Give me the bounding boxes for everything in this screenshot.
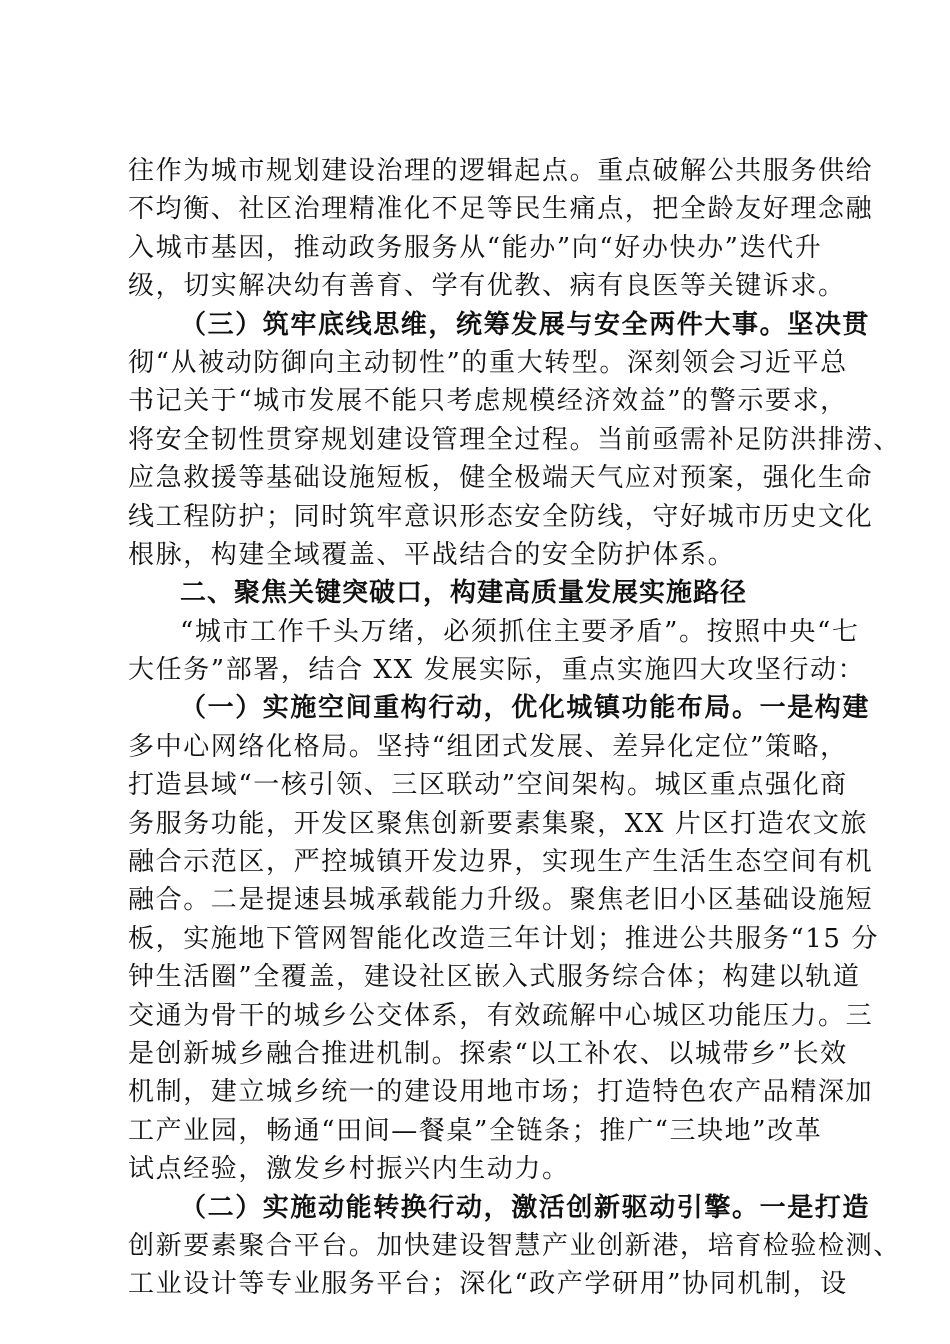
text-line: 钟生活圈”全覆盖，建设社区嵌入式服务综合体；构建以轨道 [128, 962, 861, 993]
text-line: （一）实施空间重构行动，优化城镇功能布局。一是构建 [180, 693, 871, 724]
text-line: 融合示范区，严控城镇开发边界，实现生产生活生态空间有机 [128, 847, 874, 878]
text-line: 打造县域“一核引领、三区联动”空间架构。城区重点强化商 [128, 770, 848, 801]
text-line: 试点经验，激发乡村振兴内生动力。 [128, 1154, 570, 1185]
text-line: （三）筑牢底线思维，统筹发展与安全两件大事。坚决贯 [180, 309, 871, 340]
text-line: 大任务”部署，结合 XX 发展实际，重点实施四大攻坚行动： [128, 655, 866, 686]
text-line: 工产业园，畅通“田间—餐桌”全链条；推广“三块地”改革 [128, 1115, 823, 1146]
text-line: 工业设计等专业服务平台；深化“政产学研用”协同机制，设 [128, 1269, 848, 1300]
text-line: 机制，建立城乡统一的建设用地市场；打造特色农产品精深加 [128, 1077, 874, 1108]
text-line: 创新要素聚合平台。加快建设智慧产业创新港，培育检验检测、 [128, 1230, 901, 1261]
text-line: 线工程防护；同时筑牢意识形态安全防线，守好城市历史文化 [128, 501, 874, 532]
section-heading: 二、聚焦关键突破口，构建高质量发展实施路径 [180, 578, 748, 609]
text-line: 务服务功能，开发区聚焦创新要素集聚，XX 片区打造农文旅 [128, 808, 869, 839]
text-line: 不均衡、社区治理精准化不足等民生痛点，把全龄友好理念融 [128, 194, 874, 225]
text-line: 书记关于“城市发展不能只考虑规模经济效益”的警示要求， [128, 386, 848, 417]
text-line: 将安全韧性贯穿规划建设管理全过程。当前亟需补足防洪排涝、 [128, 424, 901, 455]
text-line: 入城市基因，推动政务服务从“能办”向“好办快办”迭代升 [128, 232, 823, 263]
text-line: 根脉，构建全域覆盖、平战结合的安全防护体系。 [128, 539, 736, 570]
text-line: （二）实施动能转换行动，激活创新驱动引擎。一是打造 [180, 1192, 871, 1223]
text-line: 是创新城乡融合推进机制。探索“以工补农、以城带乡”长效 [128, 1038, 848, 1069]
text-line: 多中心网络化格局。坚持“组团式发展、差异化定位”策略， [128, 731, 848, 762]
text-line: 交通为骨干的城乡公交体系，有效疏解中心城区功能压力。三 [128, 1000, 874, 1031]
text-line: 融合。二是提速县城承载能力升级。聚焦老旧小区基础设施短 [128, 885, 874, 916]
text-line: 彻“从被动防御向主动韧性”的重大转型。深刻领会习近平总 [128, 347, 848, 378]
text-line: 往作为城市规划建设治理的逻辑起点。重点破解公共服务供给 [128, 156, 874, 186]
document-body [128, 152, 901, 1304]
text-line: “城市工作千头万绪，必须抓住主要矛盾”。按照中央“七 [180, 616, 860, 647]
text-line: 应急救援等基础设施短板，健全极端天气应对预案，强化生命 [128, 463, 874, 494]
text-line: 板，实施地下管网智能化改造三年计划；推进公共服务“15 分 [128, 923, 880, 954]
text-line: 级，切实解决幼有善育、学有优教、病有良医等关键诉求。 [128, 271, 846, 302]
